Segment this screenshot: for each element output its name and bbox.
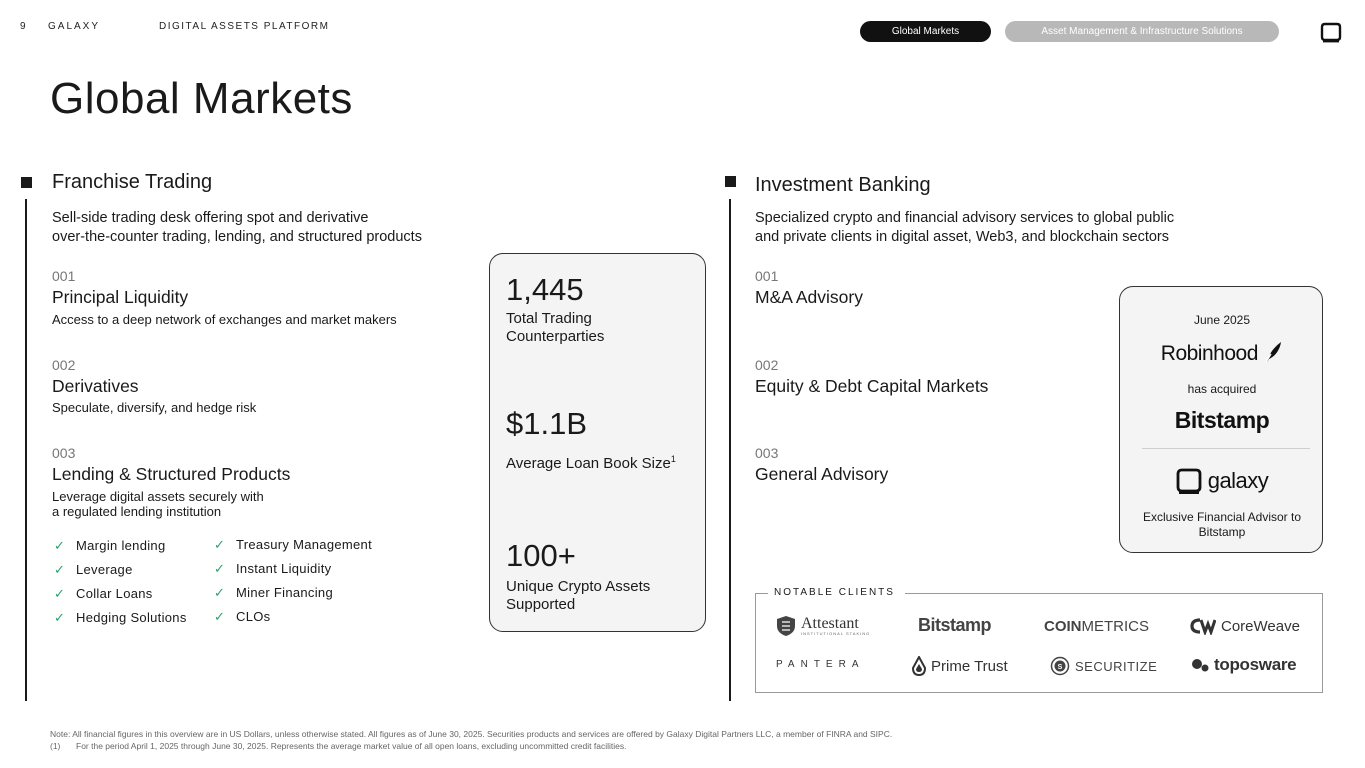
check-icon: ✓ [54, 610, 66, 625]
attestant-tagline: INSTITUTIONAL STAKING [801, 631, 871, 636]
list-item-label: Collar Loans [76, 586, 153, 601]
coreweave-wordmark: CoreWeave [1221, 617, 1300, 635]
securitize-icon [1050, 656, 1070, 676]
list-item-label: Leverage [76, 562, 133, 577]
check-icon: ✓ [214, 609, 226, 624]
galaxy-wordmark: galaxy [1207, 468, 1269, 493]
section-bullet [725, 176, 736, 187]
item-title: Principal Liquidity [52, 287, 189, 307]
franchise-description-line: over-the-counter trading, lending, and structured products [52, 229, 422, 245]
section-rule [729, 199, 731, 701]
deal-role-line: Exclusive Financial Advisor to [1142, 510, 1302, 524]
list-item [54, 606, 187, 630]
stat-label [506, 578, 650, 614]
pantera-wordmark: PANTERA [776, 659, 865, 670]
item-description: Speculate, diversify, and hedge risk [52, 400, 257, 415]
stat-value: 100+ [506, 538, 576, 573]
franchise-description-line: Sell-side trading desk offering spot and derivative [52, 210, 369, 226]
footnote-marker: (1) [50, 741, 61, 751]
page-number: 9 [20, 21, 27, 32]
list-item [54, 582, 187, 606]
coinmetrics-logo [1044, 618, 1149, 635]
item-title: M&A Advisory [755, 287, 863, 307]
tab-global-markets[interactable]: Global Markets [860, 21, 991, 42]
item-description-line: a regulated lending institution [52, 504, 222, 519]
item-number: 002 [755, 357, 779, 373]
deal-date: June 2025 [1193, 313, 1251, 327]
stat-value: $1.1B [506, 406, 588, 441]
deal-role-line: Bitstamp [1198, 525, 1246, 539]
list-item [214, 605, 372, 629]
banking-description-line: and private clients in digital asset, Web3, and blockchain sectors [755, 229, 1170, 245]
item-number: 001 [755, 268, 779, 284]
robinhood-wordmark: Robinhood [1160, 342, 1258, 365]
platform-name: DIGITAL ASSETS PLATFORM [159, 21, 330, 32]
deal-card [1119, 286, 1323, 553]
checklist-right [214, 533, 372, 629]
toposware-icon [1191, 657, 1209, 673]
feather-icon [1263, 341, 1283, 363]
list-item [54, 534, 187, 558]
checklist-left [54, 534, 187, 630]
check-icon: ✓ [214, 537, 226, 552]
list-item [214, 557, 372, 581]
list-item-label: Instant Liquidity [236, 561, 332, 576]
galaxy-logo [1120, 467, 1324, 495]
tab-asset-management[interactable]: Asset Management & Infrastructure Solutions [1005, 21, 1279, 42]
stat-value: 1,445 [506, 272, 584, 307]
banking-description-line: Specialized crypto and financial advisory services to global public [755, 210, 1175, 226]
check-icon: ✓ [54, 538, 66, 553]
item-number: 003 [755, 445, 779, 461]
list-item-label: Margin lending [76, 538, 166, 553]
deal-verb: has acquired [1187, 382, 1257, 396]
item-description [52, 489, 264, 519]
bitstamp-client-wordmark: Bitstamp [918, 615, 992, 635]
clients-label: NOTABLE CLIENTS [768, 587, 905, 598]
list-item [214, 533, 372, 557]
footnote-note: Note: All financial figures in this overview are in US Dollars, unless otherwise stated. All figures as of June 30, 2025. Securities products and services are offered by Galaxy Digital Partners LLC, a member of FINRA and SIPC. [50, 729, 893, 739]
clients-box [755, 593, 1323, 693]
list-item-label: Treasury Management [236, 537, 372, 552]
deal-role [1138, 510, 1306, 540]
primetrust-wordmark: Prime Trust [931, 657, 1008, 675]
flame-icon [912, 656, 926, 676]
list-item-label: Miner Financing [236, 585, 333, 600]
primetrust-logo [912, 656, 1008, 676]
section-rule [25, 199, 27, 701]
banking-description [755, 209, 1225, 247]
brand-name: GALAXY [48, 21, 101, 32]
banking-heading: Investment Banking [755, 174, 931, 196]
stat-label-line: Counterparties [506, 328, 605, 345]
coreweave-logo [1190, 617, 1300, 635]
toposware-wordmark: toposware [1214, 655, 1297, 674]
stat-label [506, 450, 676, 473]
list-item [214, 581, 372, 605]
galaxy-logo-icon [1320, 21, 1342, 43]
bitstamp-client-logo [918, 615, 991, 636]
footnote-text: For the period April 1, 2025 through June 30, 2025. Represents the average market value of all open loans, excluding uncommitted credit facilities. [76, 741, 627, 751]
item-title: General Advisory [755, 464, 889, 484]
coinmetrics-wordmark-light: METRICS [1081, 618, 1149, 635]
stat-label-line: Total Trading [506, 310, 592, 327]
list-item-label: Hedging Solutions [76, 610, 187, 625]
item-number: 001 [52, 268, 76, 284]
galaxy-logo-icon [1176, 467, 1202, 495]
page-title: Global Markets [50, 74, 353, 123]
stat-label-line: Average Loan Book Size [506, 455, 671, 472]
securitize-wordmark: SECURITIZE [1075, 658, 1158, 674]
stat-label-line: Supported [506, 596, 576, 613]
check-icon: ✓ [54, 586, 66, 601]
check-icon: ✓ [54, 562, 66, 577]
footnote-marker: 1 [670, 454, 676, 464]
footnote-1 [50, 741, 626, 751]
item-title: Lending & Structured Products [52, 464, 291, 484]
coreweave-icon [1190, 617, 1216, 635]
stat-label-line: Unique Crypto Assets [506, 578, 651, 595]
item-number: 002 [52, 357, 76, 373]
item-number: 003 [52, 445, 76, 461]
section-bullet [21, 177, 32, 188]
list-item-label: CLOs [236, 609, 271, 624]
attestant-wordmark: Attestant [801, 615, 859, 632]
check-icon: ✓ [214, 585, 226, 600]
check-icon: ✓ [214, 561, 226, 576]
stats-card [489, 253, 706, 632]
toposware-logo [1191, 655, 1296, 675]
item-title: Derivatives [52, 376, 139, 396]
list-item [54, 558, 187, 582]
bitstamp-logo: Bitstamp [1174, 407, 1270, 433]
divider [1142, 448, 1310, 449]
coinmetrics-wordmark-bold: COIN [1044, 618, 1082, 635]
svg-text:S: S [1057, 664, 1063, 671]
securitize-logo [1050, 656, 1157, 676]
item-description: Access to a deep network of exchanges and market makers [52, 312, 397, 327]
franchise-description [52, 209, 482, 247]
stat-label [506, 310, 604, 346]
franchise-heading: Franchise Trading [52, 171, 213, 193]
item-description-line: Leverage digital assets securely with [52, 489, 264, 504]
robinhood-logo [1120, 341, 1324, 366]
item-title: Equity & Debt Capital Markets [755, 376, 989, 396]
attestant-logo [776, 615, 870, 637]
shield-icon [776, 615, 796, 637]
pantera-logo [776, 659, 865, 670]
